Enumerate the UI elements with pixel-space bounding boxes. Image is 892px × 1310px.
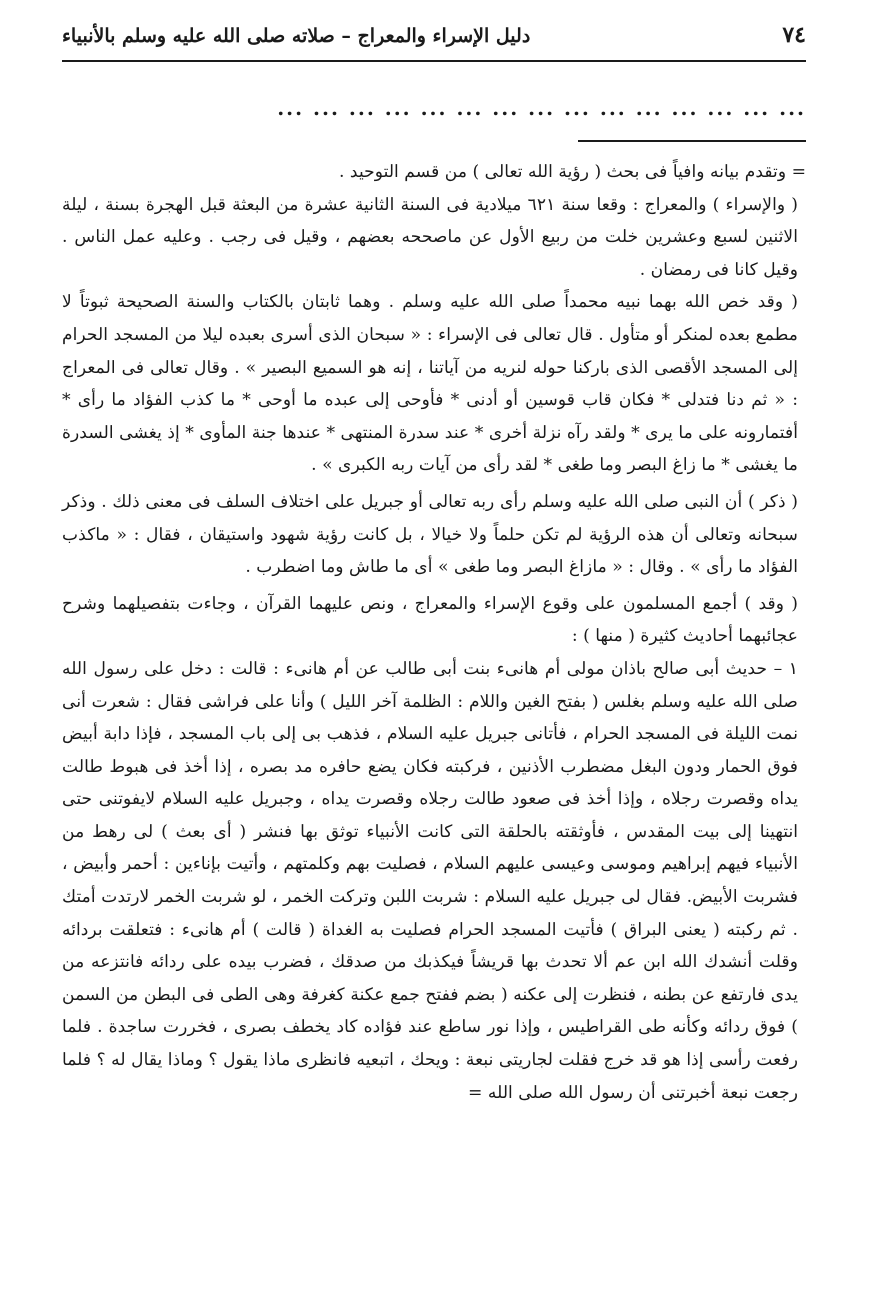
footnote-rule xyxy=(578,140,806,142)
paragraph-vision: ( ذكر ) أن النبى صلى الله عليه وسلم رأى ربه تعالى أو جبريل على اختلاف السلف فى معنى ذلك . وذكر سبحانه وتعالى أن هذه الرؤية لم تكن حلماً ولا خيالا ، بل كانت رؤية شهود واستيقان ، فقال : « ماكذب الفؤاد ما رأى » . وقال : « مازاغ البصر وما طغى » أى ما طاش وما اضطرب . xyxy=(62,491,798,578)
paragraph-quran-evidence: ( وقد خص الله بهما نبيه محمداً صلى الله عليه وسلم . وهما ثابتان بالكتاب والسنة الصحيحة ثبوتاً لا مطمع بعده لمنكر أو متأول . قال تعالى فى الإسراء : « سبحان الذى أسرى بعبده ليلا من المسجد الحرام إلى المسجد الأقصى الذى باركنا حوله لنريه من آياتنا ، إنه هو السميع البصير » . وقال تعالى فى المعراج : « ثم دنا فتدلى * فكان قاب قوسين أو أدنى * فأوحى إلى عبده ما أوحى * ما كذب الفؤاد ما رأى * أفتمارونه على ما يرى * ولقد رآه نزلة أخرى * عند سدرة المنتهى * عندها جنة المأوى * إذ يغشى السدرة ما يغشى * ما زاغ البصر وما طغى * لقد رأى من آيات ربه الكبرى » . xyxy=(62,292,798,476)
paragraph-continuation: = وتقدم بيانه وافياً فى بحث ( رؤية الله تعالى ) من قسم التوحيد . xyxy=(339,162,806,182)
running-title: دليل الإسراء والمعراج – صلاته صلى الله عليه وسلم بالأنبياء xyxy=(62,25,531,47)
section-separator-dots: ... ... ... ... ... ... ... ... ... ... ... ... ... ... ... xyxy=(277,96,806,120)
paragraph-consensus: ( وقد ) أجمع المسلمون على وقوع الإسراء والمعراج ، ونص عليهما القرآن ، وجاءت بتفصيلهما وشرح عجائبهما أحاديث كثيرة ( منها ) : xyxy=(62,593,798,647)
page-header xyxy=(62,22,806,62)
body-text xyxy=(62,156,806,1109)
paragraph-hadith-umm-hani: ١ – حديث أبى صالح باذان مولى أم هانىء بنت أبى طالب عن أم هانىء : قالت : دخل على رسول الله صلى الله عليه وسلم بغلس ( بفتح الغين واللام : الظلمة آخر الليل ) وأنا على فراشى فقال : شعرت أنى نمت الليلة فى المسجد الحرام ، فأتانى جبريل عليه السلام ، فذهب بى إلى باب المسجد ، فإذا دابة أبيض فوق الحمار ودون البغل مضطرب الأذنين ، فركبته فكان يضع حافره مد بصره ، إذا أخذ فى هبوط طالت يداه وقصرت رجلاه ، وإذا أخذ فى صعود طالت رجلاه وقصرت يداه ، وجبريل عليه السلام لايفوتنى حتى انتهينا إلى بيت المقدس ، فأوثقته بالحلقة التى كانت الأنبياء توثق بها فنشر ( أى بعث ) لى رهط من الأنبياء فيهم إبراهيم وموسى وعيسى عليهم السلام ، فصليت بهم وكلمتهم ، وأتيت بإناءين : أحمر وأبيض ، فشربت الأبيض. فقال لى جبريل عليه السلام : شربت اللبن وتركت الخمر ، لو شربت الخمر لارتدت أمتك . ثم ركبته ( يعنى البراق ) فأتيت المسجد الحرام فصليت به الغداة ( قالت ) أم هانىء : فتعلقت بردائه وقلت أنشدك الله ابن عم ألا تحدث بها قريشاً فيكذبك من صدقك ، فضرب بيده على ردائه فانتزعه من يدى فارتفع عن بطنه ، فنظرت إلى عكنه ( بضم ففتح جمع عكنة كغرفة وهى الطى فى البطن من السمن ) فوق ردائه وكأنه طى القراطيس ، وإذا نور ساطع عند فؤاده كاد يخطف بصرى ، فخررت ساجدة . فلما رفعت رأسى إذا هو قد خرج فقلت لجاريتى نبعة : ويحك ، اتبعيه فانظرى ماذا يقول ؟ وماذا يقال له ؟ فلما رجعت نبعة أخبرتنى أن رسول الله صلى الله = xyxy=(62,658,799,1103)
page-number: ٧٤ xyxy=(782,22,806,48)
paragraph-isra-date: ( والإسراء ) والمعراج : وقعا سنة ٦٢١ ميلادية فى السنة الثانية عشرة من البعثة قبل الهجرة بسنة ، ليلة الاثنين لسبع وعشرين خلت من ربيع الأول عن ماصححه بعضهم ، وقيل فى رجب . وعليه عمل الناس . وقيل كانا فى رمضان . xyxy=(62,194,799,280)
